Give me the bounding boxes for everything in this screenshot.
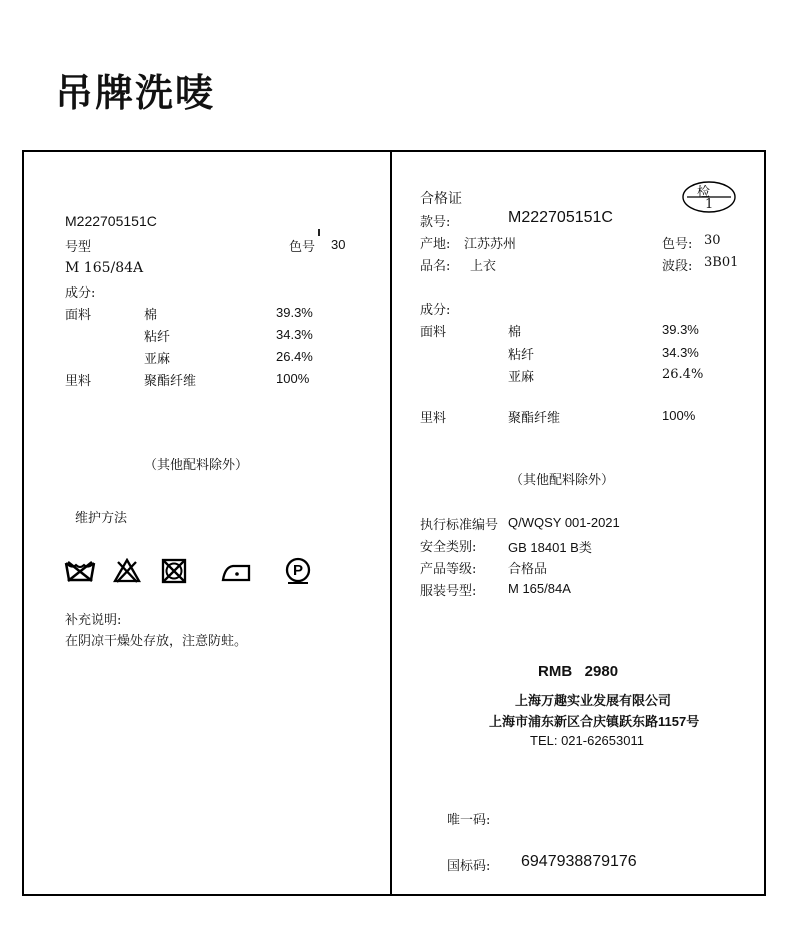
left-model-number: M222705151C	[65, 213, 157, 229]
company-address: 上海市浦东新区合庆镇跃东路1157号	[489, 714, 700, 729]
iron-low-icon	[221, 562, 251, 582]
left-size-label: 号型	[65, 240, 92, 255]
safety-value: GB 18401 B类	[508, 540, 592, 555]
svg-text:P: P	[292, 562, 304, 579]
cert-title: 合格证	[420, 191, 462, 207]
left-material-name: 棉	[144, 308, 158, 323]
left-shell-label: 面料	[65, 308, 92, 323]
tick-mark	[318, 229, 320, 236]
band-label: 波段:	[662, 259, 693, 274]
right-lining-pct: 100%	[662, 408, 696, 423]
right-lining-name: 聚酯纤维	[508, 411, 561, 426]
right-material-pct: 34.3%	[662, 345, 699, 360]
right-composition-label: 成分:	[420, 303, 451, 318]
name-value: 上衣	[470, 259, 497, 274]
origin-label: 产地:	[420, 237, 451, 252]
price: RMB 2980	[538, 663, 619, 680]
band-value: 3B01	[704, 255, 739, 270]
garment-size-value: M 165/84A	[508, 581, 571, 596]
do-not-wash-icon	[64, 560, 96, 584]
right-note: （其他配料除外）	[510, 473, 615, 488]
care-method-label: 维护方法	[75, 511, 128, 526]
unique-code-label: 唯一码:	[447, 813, 491, 828]
supplement-label: 补充说明:	[65, 613, 122, 628]
right-material-name: 粘纤	[508, 348, 535, 363]
do-not-bleach-icon	[113, 558, 141, 584]
left-lining-label: 里料	[65, 374, 92, 389]
grade-label: 产品等级:	[420, 562, 477, 577]
right-color-value: 30	[704, 233, 721, 248]
left-material-name: 亚麻	[144, 352, 171, 367]
company-tel: TEL: 021-62653011	[530, 733, 644, 748]
inspection-stamp	[681, 180, 737, 214]
supplement-text: 在阴凉干燥处存放，注意防蛀。	[65, 634, 248, 649]
right-material-name: 棉	[508, 325, 522, 340]
left-material-pct: 26.4%	[276, 349, 313, 364]
stamp-bottom-text: 1	[705, 197, 714, 212]
company-name: 上海万趣实业发展有限公司	[515, 693, 672, 708]
page-title: 吊牌洗唛	[55, 71, 216, 115]
item-label: 款号:	[420, 215, 451, 230]
right-lining-label: 里料	[420, 411, 447, 426]
panel-divider	[390, 150, 392, 896]
left-color-label: 色号	[289, 240, 316, 255]
right-material-pct: 39.3%	[662, 322, 699, 337]
standard-label: 执行标准编号	[420, 518, 499, 533]
left-material-name: 粘纤	[144, 330, 171, 345]
safety-label: 安全类别:	[420, 540, 477, 555]
left-material-pct: 34.3%	[276, 327, 313, 342]
item-value: M222705151C	[508, 209, 613, 226]
stamp-top-text: 检	[697, 185, 711, 200]
left-size-value: M 165/84A	[65, 260, 144, 276]
garment-size-label: 服装号型:	[420, 584, 477, 599]
left-lining-name: 聚酯纤维	[144, 374, 197, 389]
dry-clean-p-icon	[284, 557, 312, 585]
name-label: 品名:	[420, 259, 451, 274]
right-color-label: 色号:	[662, 237, 693, 252]
left-material-pct: 39.3%	[276, 305, 313, 320]
left-composition-label: 成分:	[65, 286, 96, 301]
barcode-value: 6947938879176	[521, 853, 637, 870]
standard-value: Q/WQSY 001-2021	[508, 515, 620, 530]
left-color-value: 30	[331, 237, 346, 252]
origin-value: 江苏苏州	[464, 237, 517, 252]
left-lining-pct: 100%	[276, 371, 310, 386]
right-material-pct: 26.4%	[662, 367, 704, 382]
barcode-label: 国标码:	[447, 859, 491, 874]
left-note: （其他配料除外）	[144, 458, 249, 473]
grade-value: 合格品	[508, 562, 548, 577]
do-not-tumble-dry-icon	[161, 558, 187, 584]
right-material-name: 亚麻	[508, 370, 535, 385]
right-shell-label: 面料	[420, 325, 447, 340]
